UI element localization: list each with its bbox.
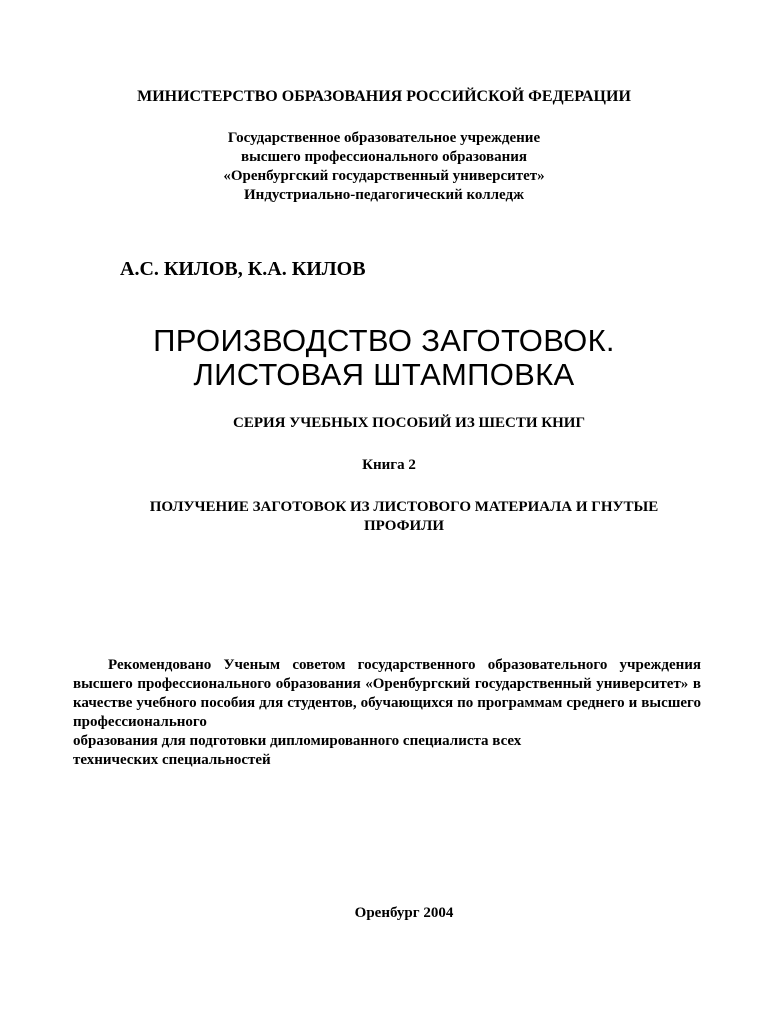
city-year: Оренбург 2004 (354, 905, 454, 921)
ministry-header: МИНИСТЕРСТВО ОБРАЗОВАНИЯ РОССИЙСКОЙ ФЕДЕРАЦИИ (137, 88, 631, 105)
subtitle-line-2: ПРОФИЛИ (364, 518, 444, 534)
institution-line-1: Государственное образовательное учреждение (227, 130, 541, 146)
recommendation-line-6: технических специальностей (73, 752, 271, 768)
book-title (0, 324, 768, 392)
institution-line-3: «Оренбургский государственный университет» (223, 168, 545, 184)
series-line: СЕРИЯ УЧЕБНЫХ ПОСОБИЙ ИЗ ШЕСТИ КНИГ (232, 415, 585, 431)
authors: А.С. КИЛОВ, К.А. КИЛОВ (120, 258, 366, 280)
book-number: Книга 2 (362, 457, 416, 473)
title-line-2: ЛИСТОВАЯ ШТАМПОВКА (193, 357, 575, 392)
institution-line-4: Индустриально-педагогический колледж (244, 187, 524, 203)
recommendation-justified: Рекомендовано Ученым советом государственного образовательного учреждения высшего профессионального образования «Оренбургский государственный университет» в качестве учебного пособия для студентов, обучающихся по программам среднего и высшего профессионального (73, 657, 701, 730)
subtitle (114, 498, 694, 536)
title-line-1: ПРОИЗВОДСТВО ЗАГОТОВОК. (153, 323, 615, 358)
recommendation-line-5: образования для подготовки дипломированного специалиста всех (73, 733, 522, 749)
recommendation-paragraph (73, 656, 701, 770)
subtitle-line-1: ПОЛУЧЕНИЕ ЗАГОТОВОК ИЗ ЛИСТОВОГО МАТЕРИАЛА И ГНУТЫЕ (149, 499, 659, 515)
institution-block (0, 129, 768, 205)
institution-line-2: высшего профессионального образования (240, 149, 527, 165)
